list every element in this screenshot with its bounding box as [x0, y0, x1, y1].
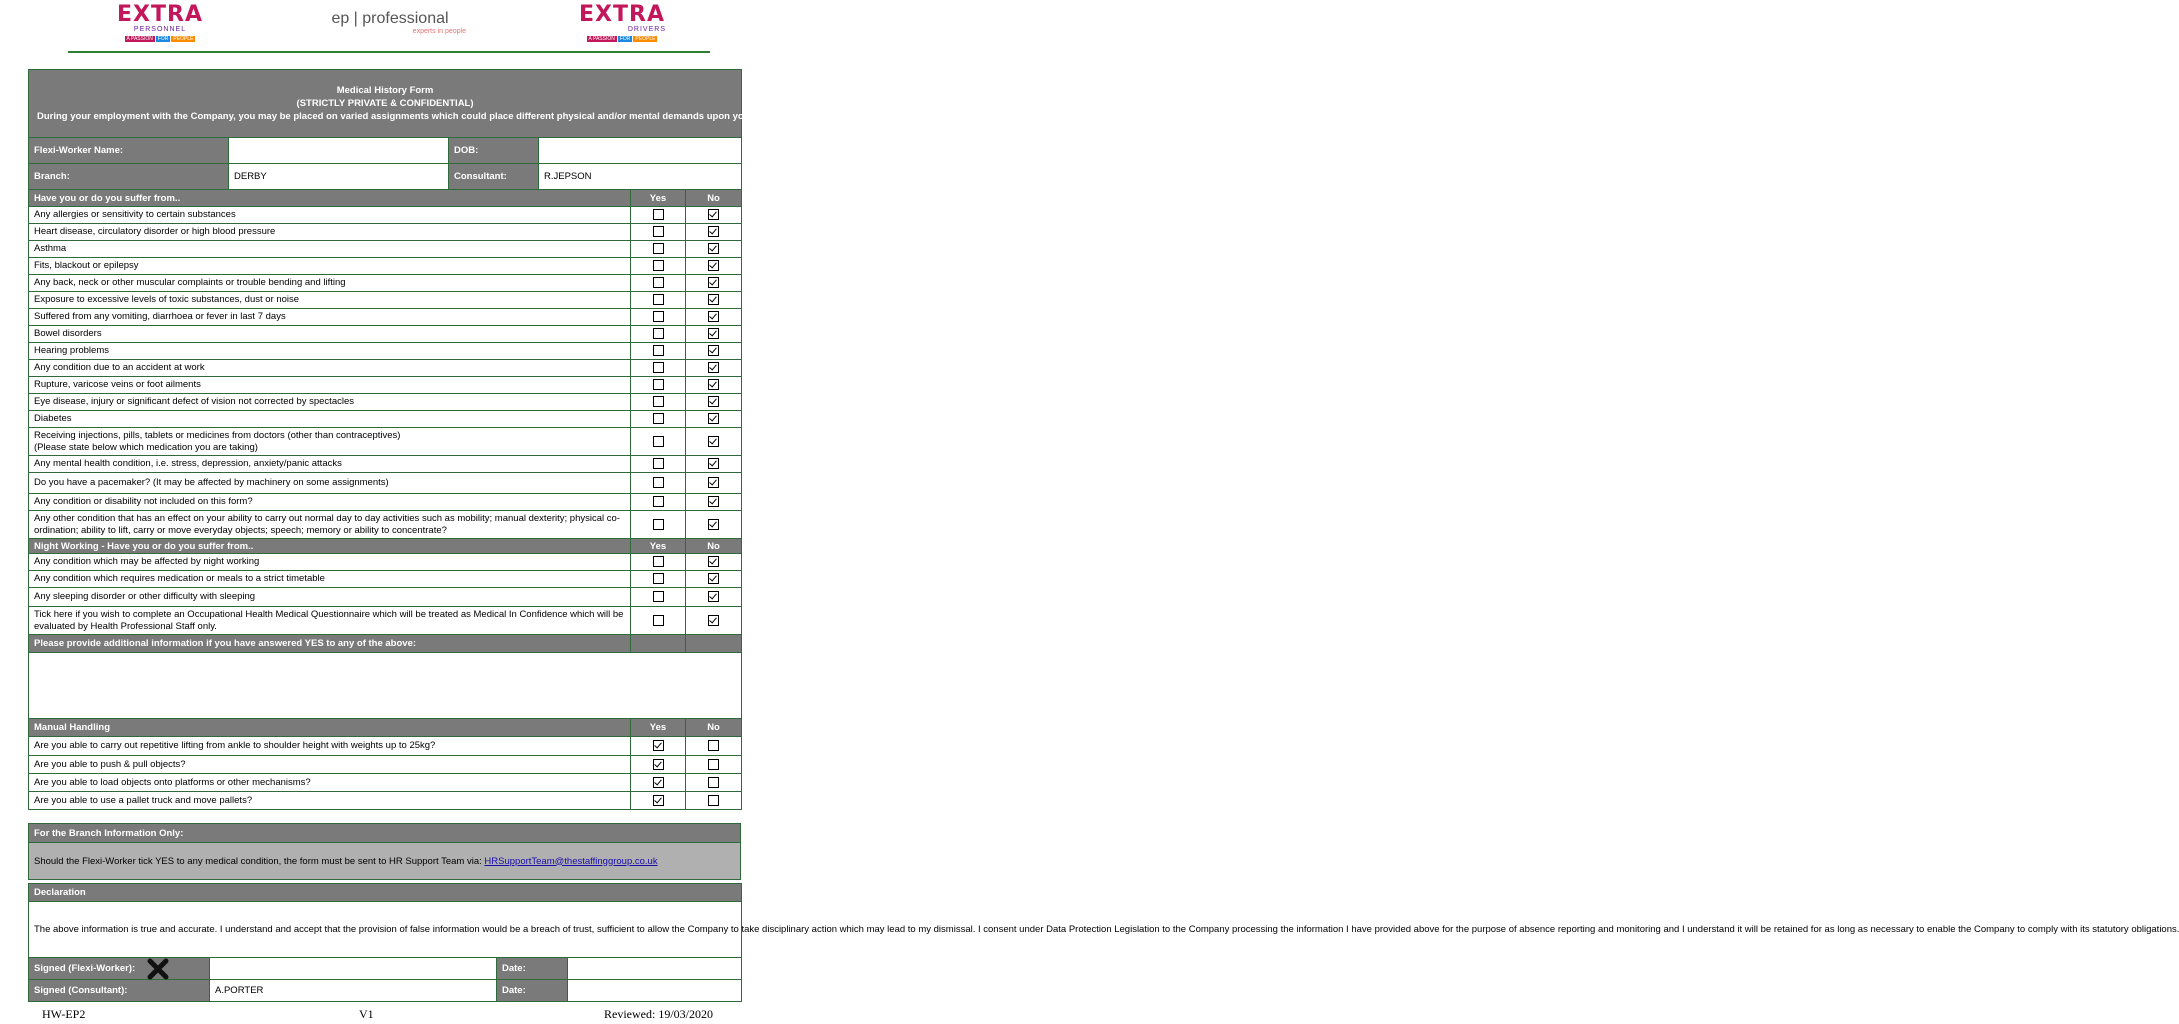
- medical-question-row: [29, 456, 742, 473]
- question-text: Are you able to carry out repetitive lifting from ankle to shoulder height with weights up to 25kg?: [29, 737, 631, 756]
- yes-cell: [631, 394, 686, 411]
- yes-checkbox[interactable]: [653, 345, 664, 356]
- question-text: Bowel disorders: [29, 326, 631, 343]
- name-field[interactable]: [229, 138, 449, 164]
- yes-header: Yes: [631, 719, 686, 737]
- medical-question-row: [29, 360, 742, 377]
- no-checkbox[interactable]: [708, 615, 719, 626]
- medical-question-row: [29, 511, 742, 539]
- medical-question-row: [29, 258, 742, 275]
- no-checkbox[interactable]: [708, 396, 719, 407]
- medical-question-row: [29, 377, 742, 394]
- yes-cell: [631, 571, 686, 588]
- no-cell: [686, 377, 742, 394]
- no-cell: [686, 511, 742, 539]
- header-divider: [68, 51, 710, 53]
- yes-checkbox[interactable]: [653, 277, 664, 288]
- branch-label: Branch:: [29, 164, 229, 190]
- no-cell: [686, 360, 742, 377]
- yes-checkbox[interactable]: [653, 413, 664, 424]
- yes-checkbox[interactable]: [653, 311, 664, 322]
- no-cell: [686, 456, 742, 473]
- no-cell: [686, 473, 742, 494]
- yes-checkbox[interactable]: [653, 243, 664, 254]
- declaration-text: The above information is true and accurate. I understand and accept that the provision of false information would be a breach of trust, sufficient to allow the Company to take disciplinary action which may lead to my dismissal. I consent under Data Protection Legislation to the Company processing the information I have provided above for the purpose of absence reporting and monitoring and I understand it will be retained for as long as necessary to enable the Company to comply with its statutory obligations.: [29, 902, 742, 958]
- dob-field[interactable]: [539, 138, 742, 164]
- medical-question-row: [29, 224, 742, 241]
- yes-checkbox[interactable]: [653, 396, 664, 407]
- section2-questions: [29, 554, 742, 635]
- footer-version: V1: [359, 1007, 374, 1021]
- no-cell: [686, 224, 742, 241]
- medical-question-row: [29, 343, 742, 360]
- extra-drivers-logo: EXTRA DRIVERS A PASSION FOR PEOPLE: [579, 2, 666, 42]
- yes-checkbox[interactable]: [653, 573, 664, 584]
- yes-cell: [631, 207, 686, 224]
- medical-question-row: [29, 394, 742, 411]
- no-header: No: [686, 719, 742, 737]
- date-consultant-field[interactable]: [568, 980, 742, 1002]
- yes-checkbox[interactable]: [653, 519, 664, 530]
- footer-code: HW-EP2: [42, 1007, 86, 1021]
- no-cell: [686, 411, 742, 428]
- yes-cell: [631, 737, 686, 756]
- no-cell: [686, 571, 742, 588]
- yes-header: Yes: [631, 190, 686, 207]
- yes-cell: [631, 309, 686, 326]
- no-checkbox[interactable]: [708, 591, 719, 602]
- form-title: Medical History Form: [336, 85, 434, 96]
- consultant-field[interactable]: R.JEPSON: [539, 164, 742, 190]
- no-header: No: [686, 539, 742, 554]
- yes-cell: [631, 275, 686, 292]
- no-checkbox[interactable]: [708, 477, 719, 488]
- date-label: Date:: [497, 980, 568, 1002]
- form-intro: During your employment with the Company, you may be placed on varied assignments which could place different physical and/or mental demands upon you. To enable the Company to ensure your safety and wellbeing whilst at work it is important that you honestly complete the questionnaire below.: [37, 111, 1396, 122]
- no-checkbox[interactable]: [708, 436, 719, 447]
- additional-info-field[interactable]: [29, 653, 742, 719]
- medical-history-form: [28, 69, 1396, 810]
- yes-cell: [631, 411, 686, 428]
- no-cell: [686, 774, 742, 792]
- question-text: Any other condition that has an effect on your ability to carry out normal day to day activities such as mobility; manual dexterity; physical co-ordination; ability to lift, carry or move everyday objects; speech; memory or ability to concentrate?: [29, 511, 631, 539]
- additional-info-title: Please provide additional information if you have answered YES to any of the above:: [29, 635, 631, 653]
- night-question-row: [29, 607, 742, 635]
- no-checkbox[interactable]: [708, 573, 719, 584]
- yes-checkbox[interactable]: [653, 477, 664, 488]
- signed-worker-field[interactable]: [210, 958, 497, 980]
- yes-cell: [631, 428, 686, 456]
- handling-question-row: [29, 774, 742, 792]
- medical-question-row: [29, 411, 742, 428]
- medical-question-row: [29, 473, 742, 494]
- footer-reviewed: Reviewed: 19/03/2020: [604, 1007, 713, 1021]
- no-checkbox[interactable]: [708, 458, 719, 469]
- no-cell: [686, 394, 742, 411]
- yes-checkbox[interactable]: [653, 260, 664, 271]
- night-question-row: [29, 554, 742, 571]
- no-checkbox[interactable]: [708, 362, 719, 373]
- yes-cell: [631, 774, 686, 792]
- question-text: Asthma: [29, 241, 631, 258]
- question-text: Exposure to excessive levels of toxic substances, dust or noise: [29, 292, 631, 309]
- no-checkbox[interactable]: [708, 740, 719, 751]
- no-checkbox[interactable]: [708, 496, 719, 507]
- question-text: Any condition due to an accident at work: [29, 360, 631, 377]
- signed-worker-label: Signed (Flexi-Worker):: [29, 958, 210, 980]
- yes-cell: [631, 326, 686, 343]
- form-header: [29, 70, 1396, 138]
- section1-questions: [29, 207, 742, 539]
- cross-mark-icon: [146, 958, 170, 980]
- no-cell: [686, 326, 742, 343]
- no-checkbox[interactable]: [708, 226, 719, 237]
- consultant-label: Consultant:: [449, 164, 539, 190]
- question-text: Are you able to push & pull objects?: [29, 756, 631, 774]
- question-text: Any condition which may be affected by night working: [29, 554, 631, 571]
- date-worker-field[interactable]: [568, 958, 742, 980]
- section3-questions: [29, 737, 742, 810]
- night-question-row: [29, 588, 742, 607]
- yes-checkbox[interactable]: [653, 458, 664, 469]
- branch-field[interactable]: DERBY: [229, 164, 449, 190]
- night-question-row: [29, 571, 742, 588]
- yes-checkbox[interactable]: [653, 328, 664, 339]
- yes-cell: [631, 360, 686, 377]
- yes-cell: [631, 377, 686, 394]
- yes-checkbox[interactable]: [653, 436, 664, 447]
- yes-checkbox[interactable]: [653, 226, 664, 237]
- medical-question-row: [29, 207, 742, 224]
- no-checkbox[interactable]: [708, 243, 719, 254]
- yes-checkbox[interactable]: [653, 615, 664, 626]
- section3-title: Manual Handling: [29, 719, 631, 737]
- question-text: Any allergies or sensitivity to certain substances: [29, 207, 631, 224]
- no-cell: [686, 292, 742, 309]
- no-header: No: [686, 190, 742, 207]
- no-cell: [686, 554, 742, 571]
- yes-cell: [631, 511, 686, 539]
- yes-cell: [631, 494, 686, 511]
- yes-checkbox[interactable]: [653, 591, 664, 602]
- question-text: Any mental health condition, i.e. stress, depression, anxiety/panic attacks: [29, 456, 631, 473]
- yes-cell: [631, 607, 686, 635]
- yes-checkbox[interactable]: [653, 777, 664, 788]
- question-text: Receiving injections, pills, tablets or medicines from doctors (other than contraceptives) (Please state below which medication you are taking): [29, 428, 631, 456]
- medical-question-row: [29, 241, 742, 258]
- no-checkbox[interactable]: [708, 777, 719, 788]
- question-text: Fits, blackout or epilepsy: [29, 258, 631, 275]
- yes-checkbox[interactable]: [653, 379, 664, 390]
- yes-checkbox[interactable]: [653, 294, 664, 305]
- question-text: Are you able to use a pallet truck and move pallets?: [29, 792, 631, 810]
- no-checkbox[interactable]: [708, 379, 719, 390]
- yes-checkbox[interactable]: [653, 556, 664, 567]
- no-cell: [686, 588, 742, 607]
- medical-question-row: [29, 494, 742, 511]
- branch-info-box: [28, 823, 741, 880]
- question-text: Rupture, varicose veins or foot ailments: [29, 377, 631, 394]
- yes-cell: [631, 241, 686, 258]
- no-checkbox[interactable]: [708, 556, 719, 567]
- declaration-title: Declaration: [29, 884, 742, 902]
- no-checkbox[interactable]: [708, 519, 719, 530]
- declaration-box: [28, 883, 2179, 1002]
- question-text: Do you have a pacemaker? (It may be affected by machinery on some assignments): [29, 473, 631, 494]
- no-cell: [686, 756, 742, 774]
- no-cell: [686, 494, 742, 511]
- medical-question-row: [29, 428, 742, 456]
- yes-cell: [631, 292, 686, 309]
- question-text: Are you able to load objects onto platforms or other mechanisms?: [29, 774, 631, 792]
- yes-cell: [631, 792, 686, 810]
- yes-cell: [631, 554, 686, 571]
- question-text: Any condition which requires medication or meals to a strict timetable: [29, 571, 631, 588]
- question-text: Heart disease, circulatory disorder or high blood pressure: [29, 224, 631, 241]
- yes-cell: [631, 224, 686, 241]
- yes-checkbox[interactable]: [653, 795, 664, 806]
- yes-cell: [631, 258, 686, 275]
- medical-question-row: [29, 309, 742, 326]
- signed-consultant-field[interactable]: A.PORTER: [210, 980, 497, 1002]
- yes-cell: [631, 456, 686, 473]
- yes-checkbox[interactable]: [653, 209, 664, 220]
- yes-cell: [631, 588, 686, 607]
- dob-label: DOB:: [449, 138, 539, 164]
- question-text: Diabetes: [29, 411, 631, 428]
- question-text: Tick here if you wish to complete an Occupational Health Medical Questionnaire which will be treated as Medical In Confidence which will be evaluated by Health Professional Staff only.: [29, 607, 631, 635]
- no-cell: [686, 737, 742, 756]
- yes-checkbox[interactable]: [653, 496, 664, 507]
- no-cell: [686, 309, 742, 326]
- medical-question-row: [29, 326, 742, 343]
- no-cell: [686, 607, 742, 635]
- yes-cell: [631, 343, 686, 360]
- question-text: Suffered from any vomiting, diarrhoea or fever in last 7 days: [29, 309, 631, 326]
- handling-question-row: [29, 737, 742, 756]
- no-checkbox[interactable]: [708, 413, 719, 424]
- no-cell: [686, 792, 742, 810]
- no-cell: [686, 207, 742, 224]
- no-checkbox[interactable]: [708, 209, 719, 220]
- signed-consultant-label: Signed (Consultant):: [29, 980, 210, 1002]
- no-checkbox[interactable]: [708, 759, 719, 770]
- question-text: Any sleeping disorder or other difficulty with sleeping: [29, 588, 631, 607]
- no-cell: [686, 428, 742, 456]
- no-checkbox[interactable]: [708, 260, 719, 271]
- no-checkbox[interactable]: [708, 795, 719, 806]
- date-label: Date:: [497, 958, 568, 980]
- extra-personnel-logo: EXTRA PERSONNEL A PASSION FOR PEOPLE: [117, 2, 203, 42]
- hr-email-link[interactable]: HRSupportTeam@thestaffinggroup.co.uk: [484, 855, 658, 867]
- ep-professional-logo: ep | professional experts in people: [331, 10, 466, 35]
- yes-cell: [631, 473, 686, 494]
- handling-question-row: [29, 792, 742, 810]
- no-cell: [686, 275, 742, 292]
- handling-question-row: [29, 756, 742, 774]
- branch-info-title: For the Branch Information Only:: [29, 824, 741, 843]
- question-text: Any back, neck or other muscular complaints or trouble bending and lifting: [29, 275, 631, 292]
- yes-checkbox[interactable]: [653, 759, 664, 770]
- no-cell: [686, 258, 742, 275]
- medical-question-row: [29, 275, 742, 292]
- yes-checkbox[interactable]: [653, 740, 664, 751]
- yes-cell: [631, 756, 686, 774]
- section2-title: Night Working - Have you or do you suffer from..: [29, 539, 631, 554]
- no-checkbox[interactable]: [708, 277, 719, 288]
- medical-question-row: [29, 292, 742, 309]
- branch-info-text: Should the Flexi-Worker tick YES to any medical condition, the form must be sent to HR Support Team via: HRSupportTeam@thestaffinggroup.co.uk: [29, 843, 741, 880]
- no-cell: [686, 241, 742, 258]
- question-text: Eye disease, injury or significant defect of vision not corrected by spectacles: [29, 394, 631, 411]
- name-label: Flexi-Worker Name:: [29, 138, 229, 164]
- question-text: Hearing problems: [29, 343, 631, 360]
- yes-checkbox[interactable]: [653, 362, 664, 373]
- no-checkbox[interactable]: [708, 328, 719, 339]
- no-checkbox[interactable]: [708, 345, 719, 356]
- no-cell: [686, 343, 742, 360]
- section1-title: Have you or do you suffer from..: [29, 190, 631, 207]
- no-checkbox[interactable]: [708, 294, 719, 305]
- yes-header: Yes: [631, 539, 686, 554]
- form-subtitle: (STRICTLY PRIVATE & CONFIDENTIAL): [296, 98, 474, 109]
- no-checkbox[interactable]: [708, 311, 719, 322]
- question-text: Any condition or disability not included on this form?: [29, 494, 631, 511]
